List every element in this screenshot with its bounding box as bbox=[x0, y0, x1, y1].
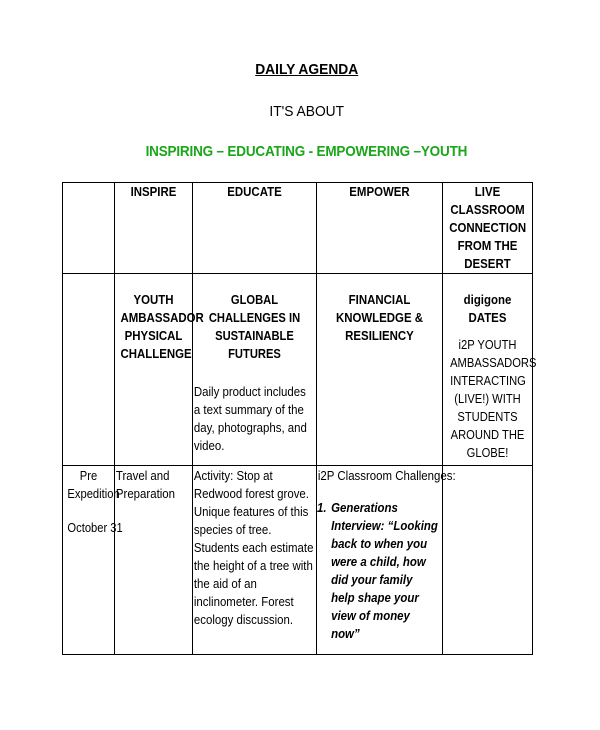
list-item-number: 1. bbox=[317, 500, 327, 515]
theme-cell-empower: FINANCIAL KNOWLEDGE & RESILIENCY bbox=[317, 274, 443, 466]
theme-cell-educate: GLOBAL CHALLENGES IN SUSTAINABLE FUTURES Daily product includes a text summary of the day, photographs, and video. bbox=[193, 274, 317, 466]
educate-activity-cell: Activity: Stop at Redwood forest grove. Unique features of this species of tree. Students each estimate the height of a tree with the aid of an inclinometer. Forest ecology discussion. bbox=[193, 466, 317, 655]
theme-cell-inspire: YOUTH AMBASSADOR PHYSICAL CHALLENGE bbox=[115, 274, 193, 466]
list-item bbox=[317, 499, 438, 643]
header-cell-live-classroom: LIVE CLASSROOM CONNECTION FROM THE DESERT bbox=[443, 183, 533, 274]
empower-activity-cell: i2P Classroom Challenges: 1. Generations Interview: “Looking back to when you were a child, how did your family help shape your view of money now” bbox=[317, 466, 443, 655]
live-activity-cell bbox=[443, 466, 533, 655]
table-row bbox=[63, 466, 533, 655]
page-title: DAILY AGENDA bbox=[255, 61, 359, 78]
theme-cell-empty bbox=[63, 274, 115, 466]
table-header-row bbox=[63, 183, 533, 274]
header-cell-empty bbox=[63, 183, 115, 274]
inspire-activity-cell: Travel and Preparation bbox=[115, 466, 193, 655]
header-cell-empower: EMPOWER bbox=[317, 183, 443, 274]
header-cell-educate: EDUCATE bbox=[193, 183, 317, 274]
list-item-text: Generations Interview: “Looking back to when you were a child, how did your family help shape your view of money now” bbox=[331, 500, 438, 641]
page-tagline: INSPIRING – EDUCATING - EMPOWERING –YOUTH bbox=[145, 143, 468, 160]
agenda-table bbox=[62, 182, 537, 655]
page-subtitle: IT'S ABOUT bbox=[269, 103, 345, 120]
empower-challenge-list bbox=[317, 499, 442, 643]
table-theme-row bbox=[63, 274, 533, 466]
day-cell: Pre Expedition October 31 bbox=[63, 466, 115, 655]
theme-cell-live: digigone DATES i2P YOUTH AMBASSADORS INTERACTING (LIVE!) WITH STUDENTS AROUND THE GLOBE! bbox=[443, 274, 533, 466]
header-cell-inspire: INSPIRE bbox=[115, 183, 193, 274]
